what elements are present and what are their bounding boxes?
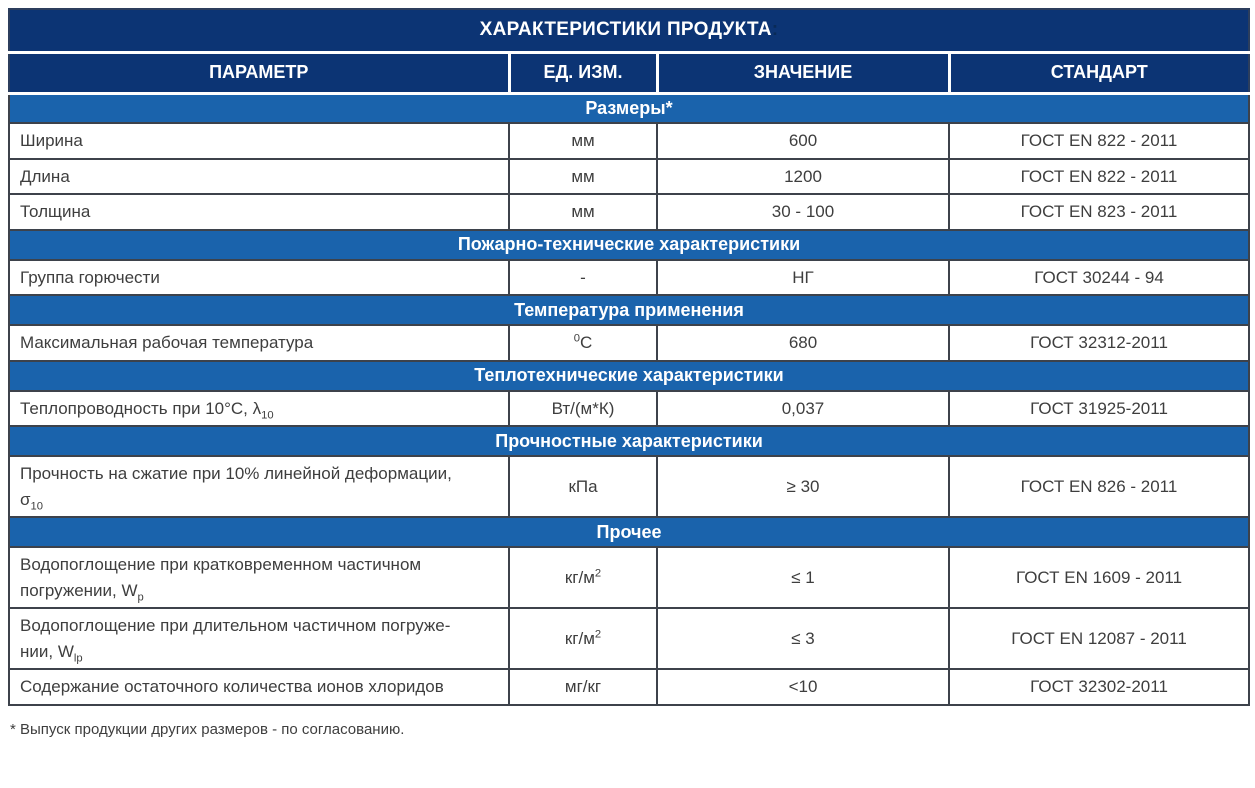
section-header: Температура применения	[9, 295, 1249, 325]
value-cell: <10	[657, 669, 949, 705]
standard-cell: ГОСТ EN 822 - 2011	[949, 123, 1249, 159]
standard-cell: ГОСТ EN 1609 - 2011	[949, 547, 1249, 608]
table-row	[9, 260, 1249, 296]
section-header: Прочее	[9, 517, 1249, 547]
product-characteristics-table	[8, 8, 1250, 706]
value-cell: ≤ 3	[657, 608, 949, 669]
section-header: Теплотехнические характеристики	[9, 361, 1249, 391]
standard-cell: ГОСТ 32312-2011	[949, 325, 1249, 361]
column-header-standard: СТАНДАРТ	[949, 52, 1249, 93]
table-row	[9, 669, 1249, 705]
param-cell: Максимальная рабочая температура	[9, 325, 509, 361]
unit-cell: мм	[509, 159, 657, 195]
table-row	[9, 194, 1249, 230]
table-row	[9, 456, 1249, 517]
page-title	[9, 9, 1249, 52]
unit-cell: $кг/м^2$	[509, 547, 657, 608]
standard-cell: ГОСТ EN 12087 - 2011	[949, 608, 1249, 669]
unit-cell: мм	[509, 123, 657, 159]
value-cell: ≥ 30	[657, 456, 949, 517]
table-body	[9, 93, 1249, 705]
value-cell: НГ	[657, 260, 949, 296]
param-cell: Ширина	[9, 123, 509, 159]
standard-cell: ГОСТ 32302-2011	[949, 669, 1249, 705]
value-cell: 680	[657, 325, 949, 361]
table-row	[9, 123, 1249, 159]
table-row	[9, 159, 1249, 195]
param-cell: Прочность на сжатие при 10% линейной деформации, $\sigma_{10}$	[9, 456, 509, 517]
param-cell: Длина	[9, 159, 509, 195]
unit-cell: мг/кг	[509, 669, 657, 705]
value-cell: 600	[657, 123, 949, 159]
standard-cell: ГОСТ EN 823 - 2011	[949, 194, 1249, 230]
standard-cell: ГОСТ 31925-2011	[949, 391, 1249, 427]
section-header-row	[9, 93, 1249, 123]
table-row	[9, 325, 1249, 361]
value-cell: 30 - 100	[657, 194, 949, 230]
page-title-colon: :	[771, 19, 779, 41]
table-row	[9, 608, 1249, 669]
param-cell: Водопоглощение при длительном частичном погруже- нии, $W_{lp}$	[9, 608, 509, 669]
table-row	[9, 547, 1249, 608]
value-cell: ≤ 1	[657, 547, 949, 608]
section-header-row	[9, 230, 1249, 260]
page-title-text: ХАРАКТЕРИСТИКИ ПРОДУКТА	[479, 19, 772, 41]
standard-cell: ГОСТ EN 822 - 2011	[949, 159, 1249, 195]
column-header-parameter: ПАРАМЕТР	[9, 52, 509, 93]
unit-cell: -	[509, 260, 657, 296]
standard-cell: ГОСТ EN 826 - 2011	[949, 456, 1249, 517]
table-title-row	[9, 9, 1249, 52]
column-header-unit: ЕД. ИЗМ.	[509, 52, 657, 93]
section-header-row	[9, 295, 1249, 325]
value-cell: 0,037	[657, 391, 949, 427]
param-cell: Водопоглощение при кратковременном частичном погружении, $W_p$	[9, 547, 509, 608]
param-cell: Теплопроводность при 10°C, $\lambda_{10}$	[9, 391, 509, 427]
column-header-value: ЗНАЧЕНИЕ	[657, 52, 949, 93]
section-header-row	[9, 426, 1249, 456]
section-header: Размеры*	[9, 93, 1249, 123]
param-cell: Группа горючести	[9, 260, 509, 296]
section-header-row	[9, 361, 1249, 391]
param-cell: Толщина	[9, 194, 509, 230]
section-header-row	[9, 517, 1249, 547]
section-header: Прочностные характеристики	[9, 426, 1249, 456]
unit-cell: $^0$C	[509, 325, 657, 361]
unit-cell: $кг/м^2$	[509, 608, 657, 669]
standard-cell: ГОСТ 30244 - 94	[949, 260, 1249, 296]
unit-cell: мм	[509, 194, 657, 230]
unit-cell: кПа	[509, 456, 657, 517]
column-header-row	[9, 52, 1249, 93]
footnote: * Выпуск продукции других размеров - по согласованию.	[10, 720, 405, 738]
section-header: Пожарно-технические характеристики	[9, 230, 1249, 260]
table-row	[9, 391, 1249, 427]
value-cell: 1200	[657, 159, 949, 195]
unit-cell: Вт/(м*К)	[509, 391, 657, 427]
param-cell: Содержание остаточного количества ионов хлоридов	[9, 669, 509, 705]
